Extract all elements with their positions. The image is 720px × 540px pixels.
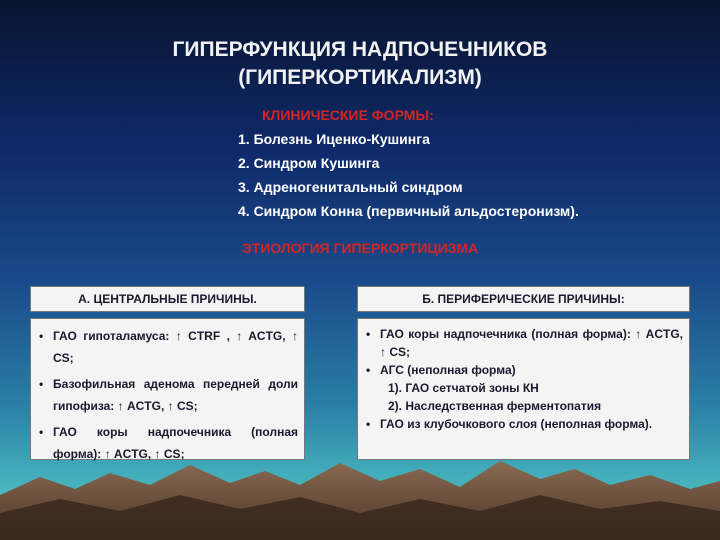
peripheral-causes-box	[357, 318, 690, 460]
peripheral-cause-subitem: 1). ГАО сетчатой зоны КН	[388, 381, 539, 395]
slide-title	[0, 36, 720, 92]
clinical-form-item: 2. Синдром Кушинга	[238, 155, 380, 171]
central-cause-item: • ГАО гипоталамуса: ↑ CTRF , ↑ ACTG, ↑ CS;	[39, 325, 298, 369]
clinical-forms	[238, 103, 708, 223]
peripheral-cause-item: • АГС (неполная форма)	[366, 361, 683, 379]
central-causes-box	[30, 318, 305, 460]
central-causes-header-box	[30, 286, 305, 312]
etiology-header: ЭТИОЛОГИЯ ГИПЕРКОРТИЦИЗМА	[241, 240, 479, 256]
clinical-form-item: 1. Болезнь Иценко-Кушинга	[238, 131, 430, 147]
central-cause-item: • Базофильная аденома передней доли гипофиза: ↑ ACTG, ↑ CS;	[39, 373, 298, 417]
peripheral-causes-list	[358, 319, 689, 433]
peripheral-cause-item: • ГАО коры надпочечника (полная форма): ↑ ACTG, ↑ CS;	[366, 325, 683, 361]
clinical-form-item: 4. Синдром Конна (первичный альдостеронизм).	[238, 203, 579, 219]
central-causes-list	[31, 319, 304, 465]
peripheral-cause-item: • ГАО из клубочкового слоя (неполная форма).	[366, 415, 683, 433]
clinical-forms-header: КЛИНИЧЕСКИЕ ФОРМЫ:	[262, 107, 434, 123]
title-line-2: (ГИПЕРКОРТИКАЛИЗМ)	[238, 66, 482, 89]
clinical-form-item: 3. Адреногенитальный синдром	[238, 179, 463, 195]
title-line-1: ГИПЕРФУНКЦИЯ НАДПОЧЕЧНИКОВ	[172, 38, 548, 61]
central-cause-item: • ГАО коры надпочечника (полная форма): ↑ ACTG, ↑ CS;	[39, 421, 298, 465]
peripheral-causes-header: Б. ПЕРИФЕРИЧЕСКИЕ ПРИЧИНЫ:	[422, 292, 625, 306]
peripheral-causes-header-box	[357, 286, 690, 312]
central-causes-header: А. ЦЕНТРАЛЬНЫЕ ПРИЧИНЫ.	[78, 292, 257, 306]
peripheral-cause-subitem: 2). Наследственная ферментопатия	[388, 399, 602, 413]
mountains-decoration	[0, 455, 720, 540]
